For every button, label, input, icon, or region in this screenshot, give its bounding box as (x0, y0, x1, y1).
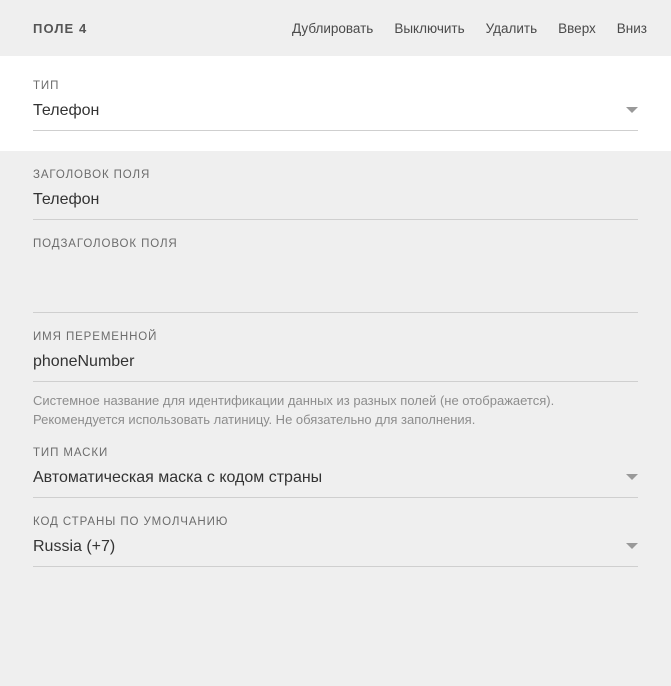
variable-name-helper (33, 382, 638, 429)
default-country-code-select[interactable] (33, 536, 638, 567)
disable-action[interactable]: Выключить (394, 20, 465, 36)
page-title: ПОЛЕ 4 (33, 20, 88, 36)
delete-action[interactable]: Удалить (485, 20, 538, 36)
header-actions (292, 21, 647, 36)
chevron-down-icon (626, 543, 638, 549)
default-country-code-label: КОД СТРАНЫ ПО УМОЛЧАНИЮ (33, 516, 229, 528)
variable-name-helper-line1: Системное название для идентификации данных из разных полей (не отображается). (33, 393, 555, 408)
field-title-label: ЗАГОЛОВОК ПОЛЯ (33, 169, 151, 181)
chevron-down-icon (626, 474, 638, 480)
default-country-code-group (0, 498, 671, 567)
field-title-input[interactable]: Телефон (33, 191, 100, 208)
mask-type-select-value: Автоматическая маска с кодом страны (33, 469, 323, 486)
type-select-value: Телефон (33, 102, 100, 119)
variable-name-group (0, 313, 671, 429)
type-select-block (0, 56, 671, 151)
type-label: ТИП (33, 80, 60, 92)
variable-name-label: ИМЯ ПЕРЕМЕННОЙ (33, 331, 158, 343)
variable-name-row[interactable] (33, 351, 638, 382)
variable-name-helper-line2: Рекомендуется использовать латиницу. Не обязательно для заполнения. (33, 412, 476, 427)
field-subtitle-spacer (33, 258, 638, 282)
duplicate-action[interactable]: Дублировать (291, 20, 374, 36)
chevron-down-icon (626, 107, 638, 113)
field-subtitle-input[interactable] (33, 282, 638, 304)
mask-type-group (0, 429, 671, 498)
field-title-group (0, 151, 671, 220)
field-subtitle-group (0, 220, 671, 313)
default-country-code-select-value: Russia (+7) (33, 538, 116, 555)
field-subtitle-row[interactable] (33, 282, 638, 313)
move-up-action[interactable]: Вверх (558, 20, 596, 36)
field-title-row[interactable] (33, 189, 638, 220)
type-select[interactable] (33, 100, 638, 131)
field-subtitle-label: ПОДЗАГОЛОВОК ПОЛЯ (33, 238, 178, 250)
panel-header (0, 0, 671, 56)
move-down-action[interactable]: Вниз (616, 20, 647, 36)
mask-type-label: ТИП МАСКИ (33, 447, 109, 459)
variable-name-input[interactable]: phoneNumber (33, 353, 135, 370)
mask-type-select[interactable] (33, 467, 638, 498)
